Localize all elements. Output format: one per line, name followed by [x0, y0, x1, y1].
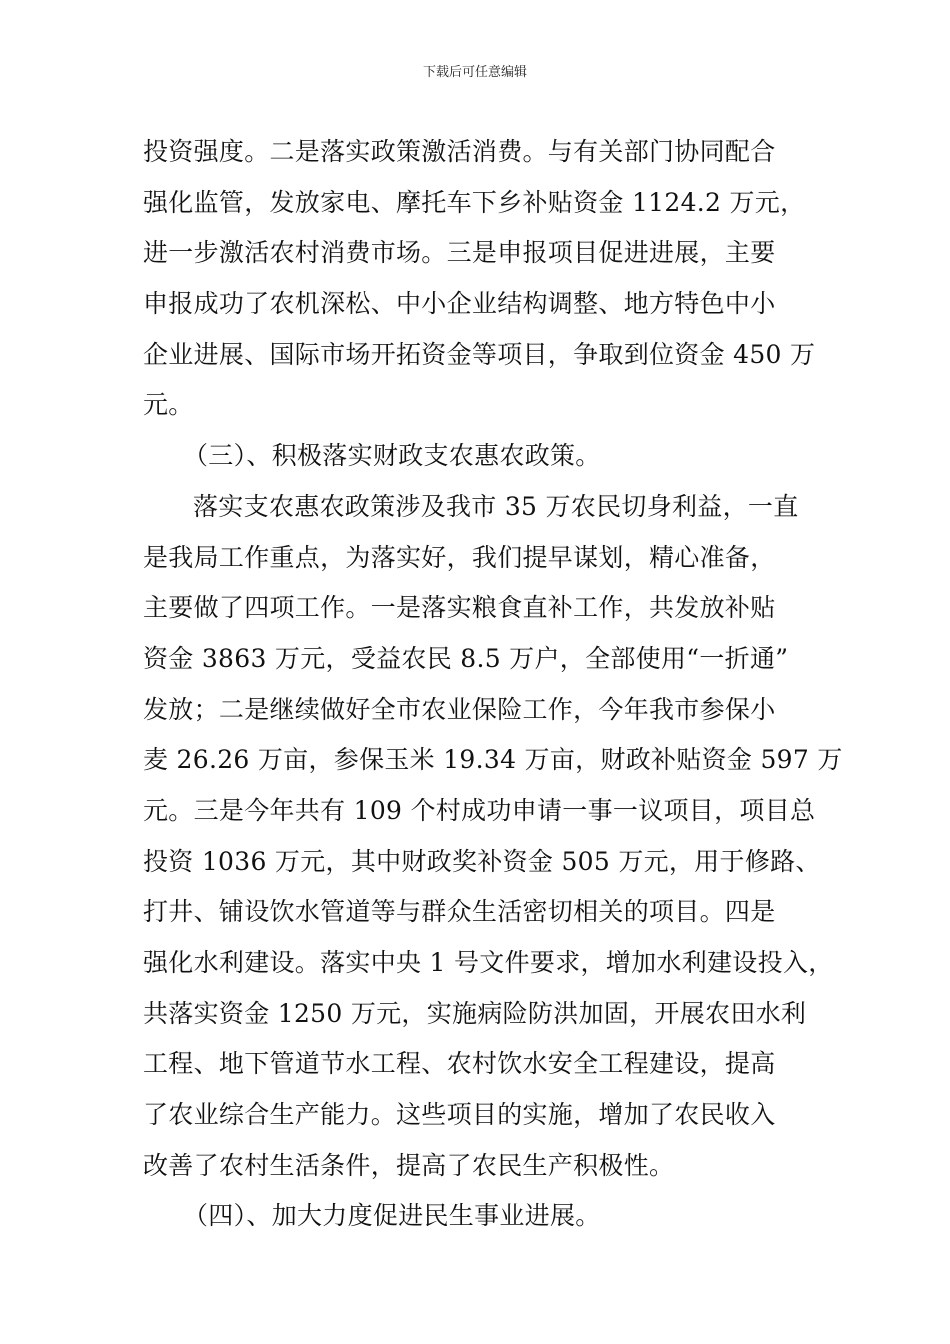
- text-line: 投资强度。二是落实政策激活消费。与有关部门协同配合: [143, 137, 776, 166]
- text-line: 企业进展、国际市场开拓资金等项目，争取到位资金 450 万: [143, 339, 816, 369]
- text-line: 发放；二是继续做好全市农业保险工作，今年我市参保小: [143, 694, 776, 724]
- text-line: 工程、地下管道节水工程、农村饮水安全工程建设，提高: [143, 1049, 776, 1079]
- text-line: 强化水利建设。落实中央 1 号文件要求，增加水利建设投入，: [143, 948, 834, 977]
- document-body: [143, 127, 843, 1242]
- text-line: 改善了农村生活条件，提高了农民生产积极性。: [143, 1150, 675, 1180]
- text-line: 强化监管，发放家电、摩托车下乡补贴资金 1124.2 万元，: [143, 187, 806, 217]
- text-line: 共落实资金 1250 万元，实施病险防洪加固，开展农田水利: [143, 998, 807, 1028]
- text-line: 元。: [143, 390, 194, 420]
- section-heading: （四）、加大力度促进民生事业进展。: [183, 1201, 601, 1231]
- page-header-note: 下载后可任意编辑: [422, 65, 527, 80]
- section-heading: （三）、积极落实财政支农惠农政策。: [183, 441, 601, 471]
- text-line: 元。三是今年共有 109 个村成功申请一事一议项目，项目总: [143, 795, 816, 825]
- paragraph-first-line: 落实支农惠农政策涉及我市 35 万农民切身利益，一直: [193, 491, 799, 521]
- text-line: 投资 1036 万元，其中财政奖补资金 505 万元，用于修路、: [143, 846, 821, 876]
- text-line: 进一步激活农村消费市场。三是申报项目促进进展，主要: [143, 238, 776, 268]
- text-line: 打井、铺设饮水管道等与群众生活密切相关的项目。四是: [143, 897, 776, 927]
- text-line: 主要做了四项工作。一是落实粮食直补工作，共发放补贴: [143, 593, 776, 623]
- text-line: 申报成功了农机深松、中小企业结构调整、地方特色中小: [143, 289, 776, 319]
- text-line: 是我局工作重点，为落实好，我们提早谋划，精心准备，: [143, 542, 776, 572]
- text-line: 资金 3863 万元，受益农民 8.5 万户，全部使用“一折通”: [143, 643, 789, 673]
- text-line: 麦 26.26 万亩，参保玉米 19.34 万亩，财政补贴资金 597 万: [143, 745, 843, 775]
- text-line: 了农业综合生产能力。这些项目的实施，增加了农民收入: [143, 1100, 776, 1130]
